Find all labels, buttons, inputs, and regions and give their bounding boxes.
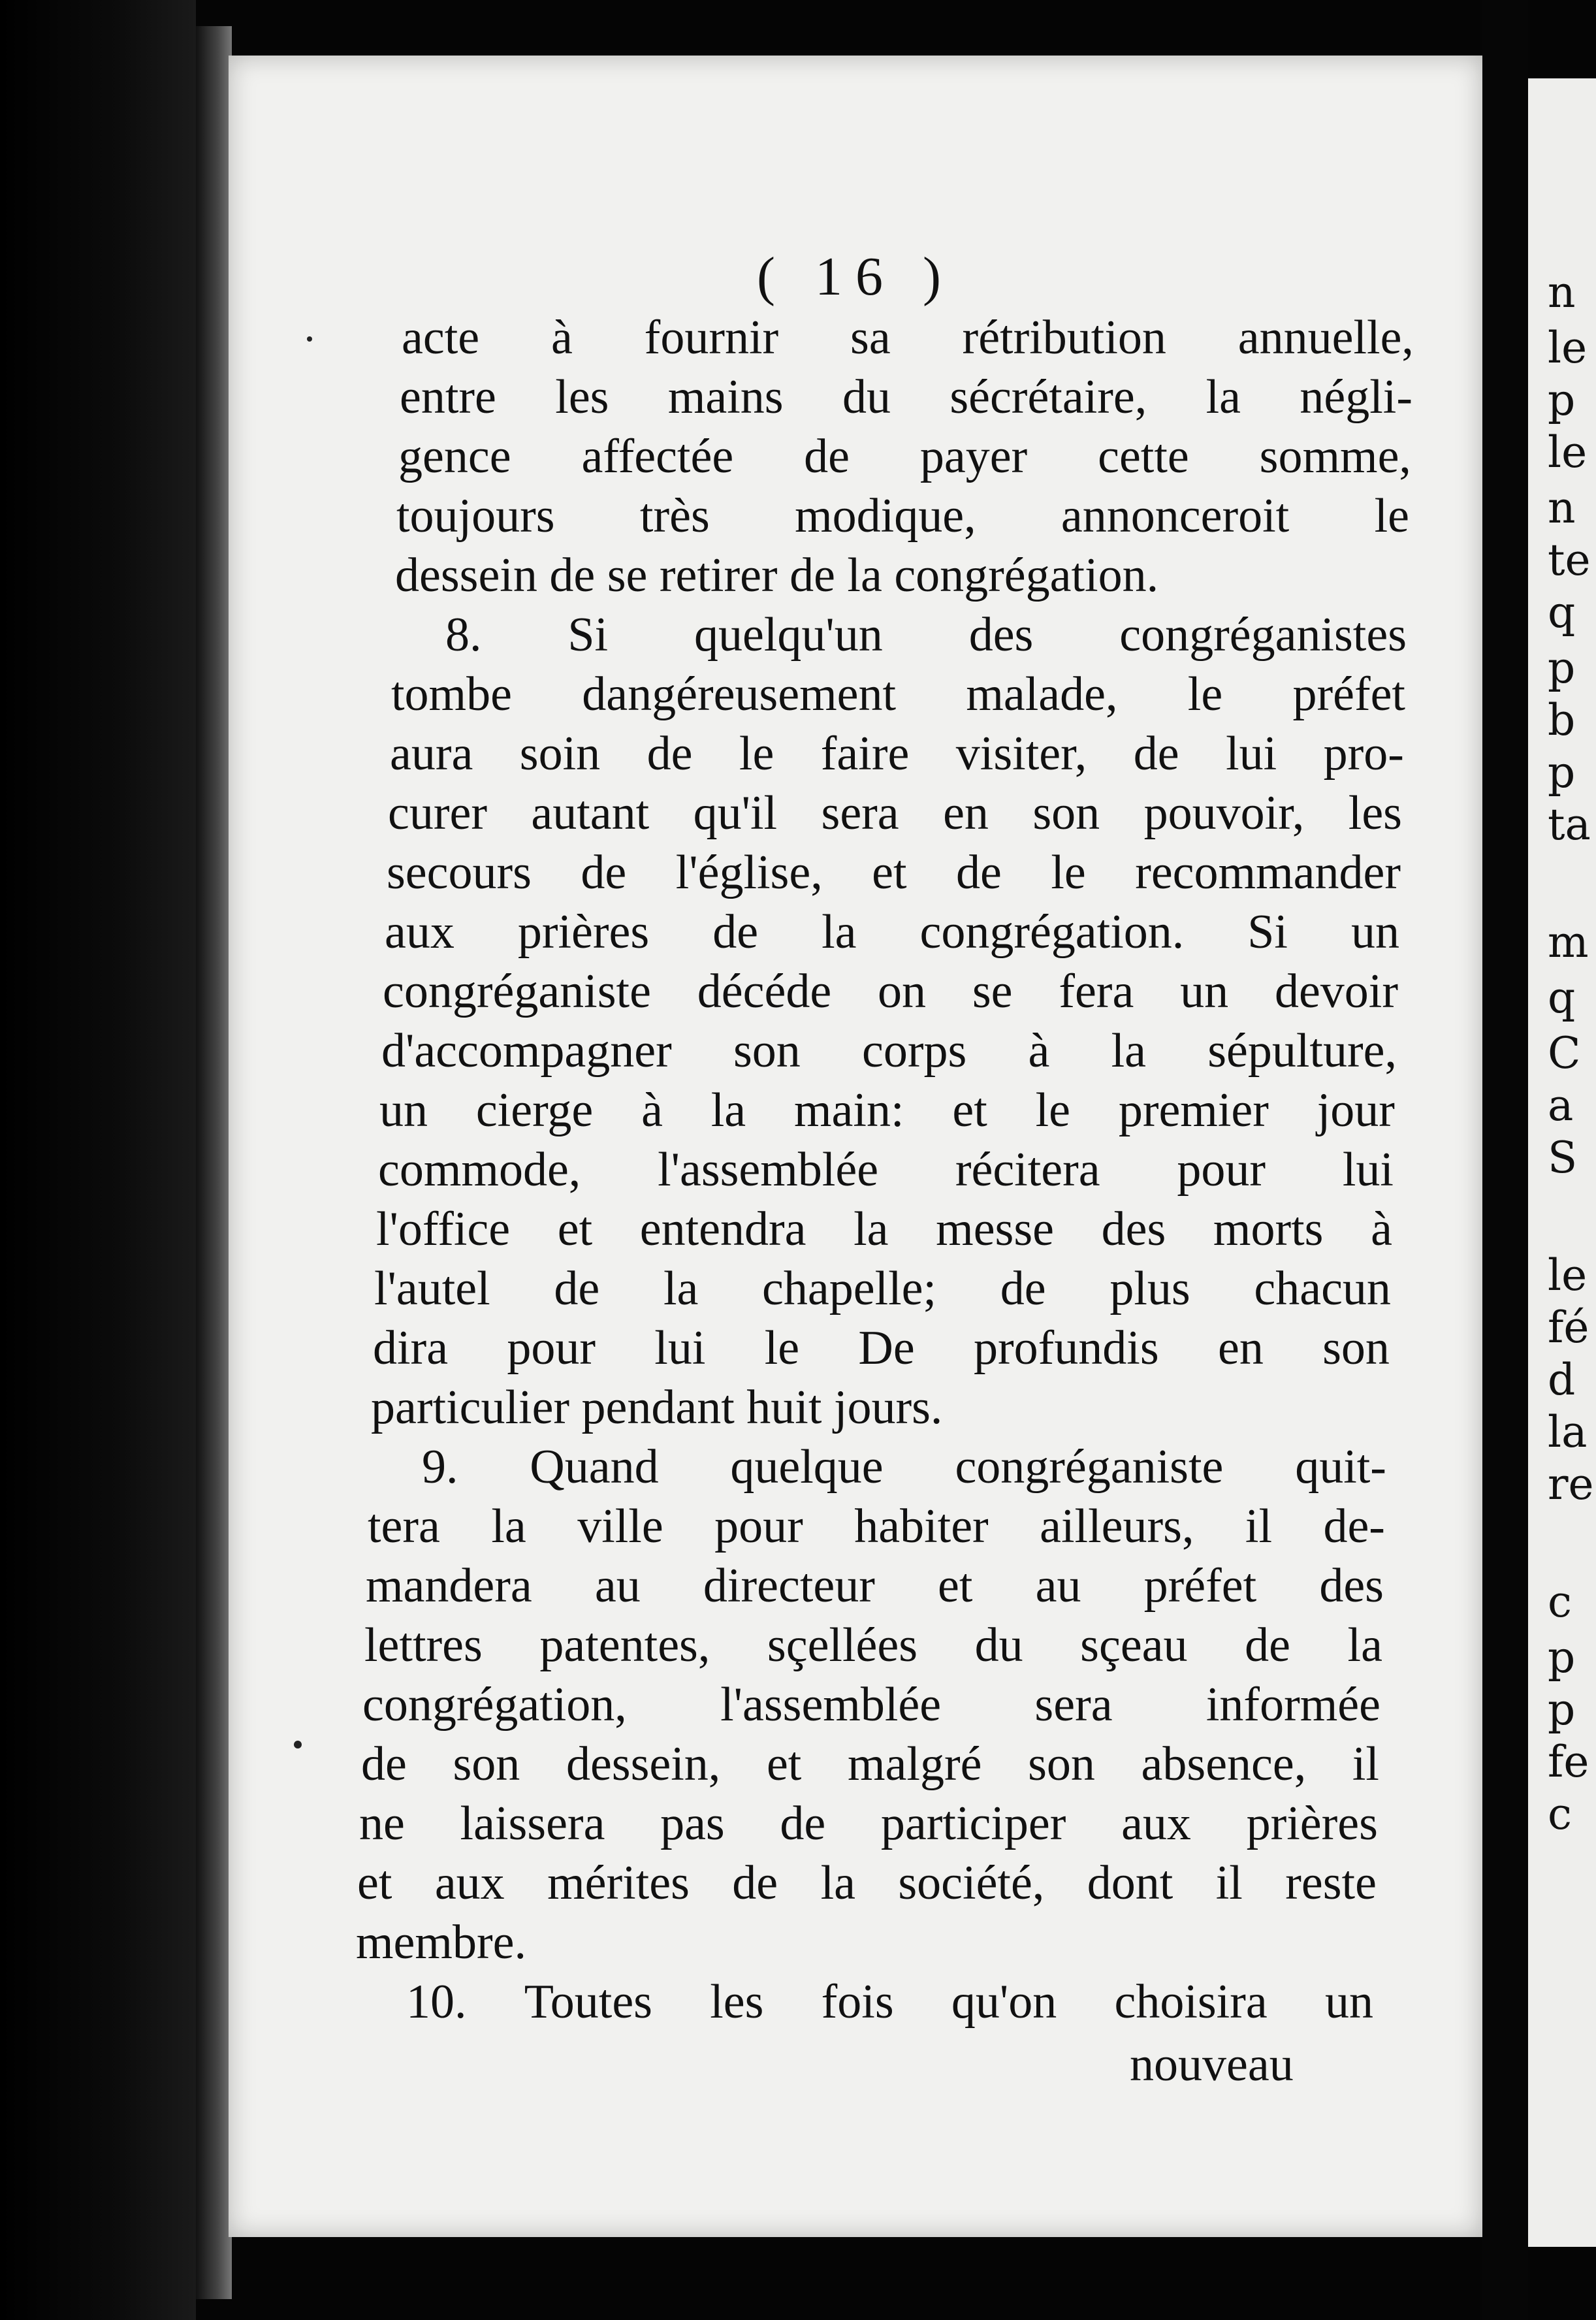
facing-page-fragment: c [1548,1789,1572,1839]
text-line: entre les mains du sécrétaire, la négli- [400,370,1412,424]
facing-page-fragment: d [1548,1355,1576,1405]
facing-page-fragment: te [1548,535,1591,585]
facing-page-fragment: le [1548,427,1588,477]
text-line: lettres patentes, sçellées du sçeau de la [364,1619,1382,1672]
text-line: d'accompagner son corps à la sépulture, [381,1024,1397,1078]
facing-page-fragment: re [1548,1459,1594,1509]
text-line: curer autant qu'il sera en son pouvoir, les [388,786,1402,840]
text-line: secours de l'église, et de le recommander [387,846,1401,899]
text-line: tombe dangéreusement malade, le préfet [391,668,1405,721]
facing-page-fragment: p [1548,747,1576,798]
text-line: l'autel de la chapelle; de plus chacun [374,1262,1391,1315]
facing-page-fragment: ta [1548,799,1591,850]
text-line: 8. Si quelqu'un des congréganistes [445,608,1407,662]
page-number: ( 16 ) [757,246,954,307]
facing-page-fragment: p [1548,1632,1576,1683]
facing-page-fragment: fe [1548,1737,1589,1787]
ink-speck [307,336,312,342]
text-line: de son dessein, et malgré son absence, il [361,1737,1379,1791]
facing-page-fragment: le [1548,323,1588,373]
text-line: congréganiste décéde on se fera un devoir [383,965,1398,1018]
text-line: et aux mérites de la société, dont il reste [357,1856,1377,1910]
text-line: 9. Quand quelque congréganiste quit- [422,1440,1386,1494]
text-line: acte à fournir sa rétribution annuelle, [402,311,1414,364]
facing-page-fragment: p [1548,643,1576,693]
facing-page-fragment: c [1548,1577,1572,1627]
text-line: particulier pendant huit jours. [371,1381,943,1434]
text-line: commode, l'assemblée récitera pour lui [378,1143,1394,1197]
facing-page-fragment: a [1548,1080,1574,1131]
text-line: mandera au directeur et au préfet des [366,1559,1384,1613]
book-page [229,56,1482,2237]
text-line: aura soin de le faire visiter, de lui pro- [390,727,1404,781]
facing-page-fragment: q [1548,973,1576,1023]
text-line: gence affectée de payer cette somme, [398,430,1411,483]
ink-speck [294,1741,302,1748]
text-line: ne laissera pas de participer aux prières [359,1797,1378,1850]
text-line: dessein de se retirer de la congrégation. [395,549,1159,602]
facing-page-fragment: p [1548,375,1576,425]
catchword: nouveau [1130,2038,1294,2091]
text-line: membre. [356,1916,526,1969]
text-line: aux prières de la congrégation. Si un [385,905,1399,959]
facing-page-fragment: C [1548,1028,1581,1078]
facing-page-fragment: n [1548,267,1576,317]
facing-page-fragment: b [1548,695,1576,745]
binding-gutter [0,0,196,2320]
facing-page-fragment: fé [1548,1302,1589,1353]
text-line: 10. Toutes les fois qu'on choisira un [406,1975,1373,2029]
facing-page-fragment: p [1548,1684,1576,1735]
page-edge [196,26,232,2299]
text-line: congrégation, l'assemblée sera informée [362,1678,1381,1732]
text-line: un cierge à la main: et le premier jour [379,1084,1395,1137]
text-line: tera la ville pour habiter ailleurs, il de- [368,1500,1385,1553]
facing-page-edge [1528,78,1596,2247]
text-line: toujours très modique, annonceroit le [396,489,1409,543]
facing-page-fragment: le [1548,1250,1588,1300]
facing-page-fragment: n [1548,483,1576,533]
text-line: dira pour lui le De profundis en son [373,1321,1390,1375]
text-line: l'office et entendra la messe des morts à [376,1202,1392,1256]
facing-page-fragment: m [1548,917,1589,967]
facing-page-fragment: q [1548,587,1576,637]
facing-page-fragment: S [1548,1133,1578,1183]
facing-page-fragment: la [1548,1407,1588,1457]
center-gutter [1482,0,1528,2320]
